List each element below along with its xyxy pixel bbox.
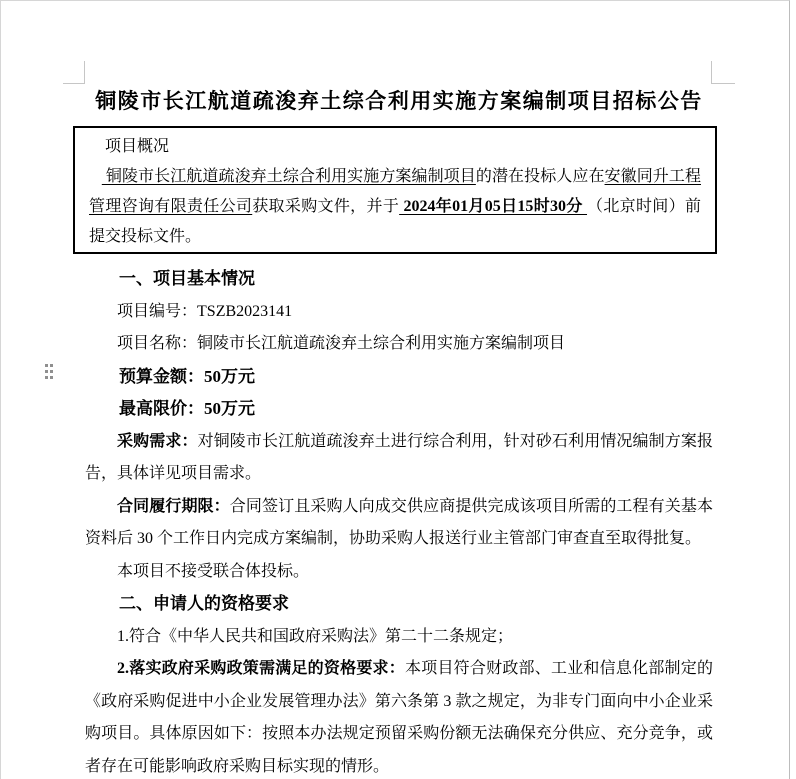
field-procurement-demand — [85, 426, 713, 491]
note-no-consortium: 本项目不接受联合体投标。 — [117, 562, 310, 580]
field-contract-duration — [85, 491, 713, 556]
field-budget — [85, 361, 713, 394]
overview-heading: 项目概况 — [105, 138, 170, 155]
margin-corner-left-icon — [63, 61, 85, 84]
project-overview-box — [73, 126, 717, 254]
overview-text-3: （北京时间）前提交投标文件。 — [89, 198, 701, 245]
field-project-number-value: TSZB2023141 — [197, 302, 293, 320]
field-max-price-label: 最高限价： — [119, 399, 204, 418]
qualification-item-2-text: 本项目符合财政部、工业和信息化部制定的《政府采购促进中小企业发展管理办法》第六条第 3 款之规定，为非专门面向中小企业采购项目。具体原因如下：按照本办法规定预留采购份额无法确保充分供应、充分竞争，或者存在可能影响政府采购目标实现的情形。 — [85, 660, 713, 775]
field-project-number-label: 项目编号： — [117, 302, 198, 320]
field-project-name — [85, 328, 713, 361]
margin-corner-right-icon — [711, 61, 735, 84]
overview-deadline: 2024年01月05日15时30分 — [399, 198, 588, 215]
section1-heading: 一、项目基本情况 — [119, 269, 255, 288]
overview-paragraph — [89, 162, 701, 252]
field-procurement-demand-value: 对铜陵市长江航道疏浚弃土进行综合利用，针对砂石利用情况编制方案报告，具体详见项目需求。 — [85, 432, 713, 482]
document-body — [85, 263, 713, 779]
field-project-number — [85, 296, 713, 329]
qualification-item-1: 1.符合《中华人民共和国政府采购法》第二十二条规定； — [117, 627, 514, 645]
field-max-price-value: 50万元 — [204, 399, 255, 418]
qualification-item-2-prefix: 2. — [117, 660, 129, 677]
field-contract-duration-value: 合同签订且采购人向成交供应商提供完成该项目所需的工程有关基本资料后 30 个工作日内完成方案编制，协助采购人报送行业主管部门审查直至取得批复。 — [85, 497, 713, 547]
page-content — [85, 1, 713, 779]
qualification-item-2 — [85, 653, 713, 779]
field-project-name-value: 铜陵市长江航道疏浚弃土综合利用实施方案编制项目 — [197, 335, 566, 352]
field-budget-label: 预算金额： — [119, 366, 204, 386]
overview-text-1: 的潜在投标人应在 — [475, 168, 605, 185]
qualification-item-2-label: 落实政府采购政策需满足的资格要求： — [129, 660, 405, 677]
overview-project-name: 铜陵市长江航道疏浚弃土综合利用实施方案编制项目 — [101, 168, 476, 185]
document-title: 铜陵市长江航道疏浚弃土综合利用实施方案编制项目招标公告 — [95, 89, 703, 113]
field-max-price — [85, 393, 713, 426]
section2-heading: 二、申请人的资格要求 — [119, 594, 289, 613]
overview-agency-name: 安徽同升工程管理咨询有限责任公司 — [89, 168, 701, 215]
drag-handle-icon[interactable] — [45, 364, 53, 379]
field-project-name-label: 项目名称： — [117, 335, 198, 352]
field-contract-duration-label: 合同履行期限： — [117, 497, 230, 515]
field-budget-value: 50万元 — [204, 366, 255, 386]
field-procurement-demand-label: 采购需求： — [117, 432, 198, 450]
overview-text-2: 获取采购文件，并于 — [252, 198, 400, 215]
